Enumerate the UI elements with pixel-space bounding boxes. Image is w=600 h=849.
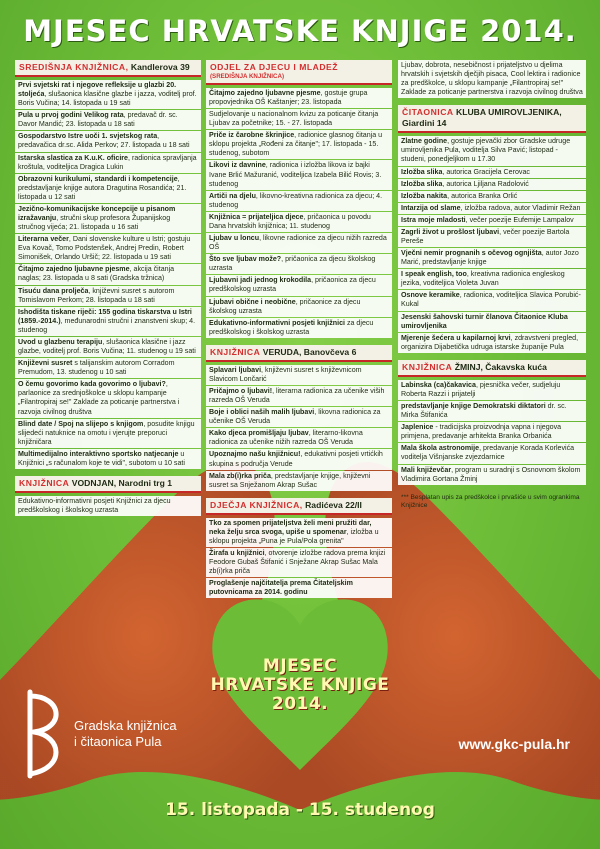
event-item xyxy=(398,191,586,202)
event-details: , izložba radova, autor Vladimir Režan xyxy=(460,203,581,212)
event-title: Mjerenje šećera u kapilarnoj krvi xyxy=(401,333,511,342)
event-title: Priče iz čarobne škrinjice xyxy=(209,131,295,140)
event-title: Istra moje mladosti xyxy=(401,215,466,224)
event-details: , gostuje pjevački zbor Gradske udruge umirovljenika Pula, voditelja Silva Pavić; listopad - studeni, ponedjeljkom u 17.30 xyxy=(401,137,571,164)
section-zminj xyxy=(398,360,586,485)
event-title: Ljubav u loncu xyxy=(209,234,260,243)
event-title: Intarzija od slame xyxy=(401,203,461,212)
event-details: , literarna radionica za učenike viših razreda OŠ Veruda xyxy=(209,386,385,405)
event-title: Edukativno-informativni posjeti knjižnici xyxy=(209,318,345,327)
event-title: Izložba slika xyxy=(401,179,443,188)
event-item xyxy=(15,496,201,516)
event-details: , književni susret s autorom Tomislavom Perkom; 28. listopada u 18 sati xyxy=(18,286,175,304)
event-item xyxy=(206,407,392,427)
event-item xyxy=(15,264,201,284)
section-heading: ČITAONICA KLUBA UMIROVLJENIKA, Giardini 14 xyxy=(398,105,586,133)
event-details: , predavačica dr.sc. Alida Perkov; 27. listopada u 18 sati xyxy=(18,132,190,150)
event-details: , pjesnička večer, sudjeluju Roberta Razzi i prijatelji xyxy=(401,380,561,398)
event-title: Kako djeca promišljaju ljubav xyxy=(209,429,309,438)
event-details: , radionica i izložba likova iz bajki Ivane Brlić Mažuranić, voditeljica Izabela Bilić Rovis; 3. studenog xyxy=(209,161,382,188)
library-logo-mark-icon xyxy=(22,688,68,780)
event-details: , večer poezije Bartola Pereše xyxy=(401,227,570,246)
event-item xyxy=(206,297,392,317)
event-details: Edukativno-informativni posjeti Knjižnici za djecu predškolskog i školskog uzrasta xyxy=(18,496,171,515)
section-veruda xyxy=(206,345,392,491)
event-item xyxy=(206,233,392,253)
column-right xyxy=(398,60,586,513)
event-title: Čitajmo zajedno ljubavne pjesme xyxy=(18,265,130,274)
event-dates: 15. listopada - 15. studenog xyxy=(165,800,435,820)
event-details: , Dani slovenske kulture u Istri; gostuju Eva Kovač, Tomo Podstenšek, Andrej Predin, Robert Simonišek, Orlando Uršič; 22. listopada u 19 sati xyxy=(18,235,191,262)
event-item xyxy=(206,471,392,491)
event-details: , stručni skup profesora Županijskog stručnog vijeća; 21. listopada u 16 sati xyxy=(18,214,171,232)
event-title: Zlatne godine xyxy=(401,137,448,146)
event-item xyxy=(398,380,586,400)
event-details: , slušaonica klasične i jazz glazbe, voditelj prof. Boris Vučina; 11. studenog u 19 sati xyxy=(18,337,196,356)
event-item xyxy=(206,428,392,448)
event-details: , predavanje Korada Korlevića voditelja Višnjanske zvjezdarnice xyxy=(401,444,575,462)
event-item xyxy=(398,203,586,214)
event-details: , radionice glasnog čitanja u sklopu projekta „Rođeni za čitanje"; 17. listopada - 15. studenog, subotom xyxy=(209,131,383,158)
heart-title: MJESEC HRVATSKE KNJIGE 2014. xyxy=(210,656,390,715)
event-item xyxy=(15,358,201,378)
event-item xyxy=(398,290,586,310)
event-details: - tradicijska proizvodnja vapna i njegova primjena, predavanje arhitekta Branka Orbanića xyxy=(401,423,562,441)
section-heading: KNJIŽNICA VERUDA, Banovčeva 6 xyxy=(206,345,392,362)
event-title: Zagrli život u prošlost ljubavi xyxy=(401,227,500,236)
section-umirovljenici xyxy=(398,105,586,353)
event-title: Pričajmo o ljubavi! xyxy=(209,386,273,395)
event-details: , likovna radionica za učenike OŠ Veruda xyxy=(209,408,381,426)
event-details: , autorica Ljiljana Radolović xyxy=(442,179,529,188)
event-item xyxy=(15,449,201,469)
event-details: , radionica, voditeljica Slavica Porubić-Kukal xyxy=(401,291,581,309)
event-details: , autor Jozo Marić, predstavljanje knjige xyxy=(401,249,579,267)
event-title: Uvod u glazbenu terapiju xyxy=(18,337,103,346)
event-title: Jezično-komunikacijske koncepcije u pisanom izražavanju xyxy=(18,204,176,223)
event-details: , autorica Branka Orlić xyxy=(447,191,518,200)
event-item xyxy=(15,110,201,130)
event-details: za djecu predškolskog i školskog uzrasta xyxy=(209,318,374,336)
event-item xyxy=(15,379,201,417)
column-middle xyxy=(206,60,392,605)
event-title: Ljubavi obične i neobične xyxy=(209,297,296,306)
event-title: Gospodarstvo Istre uoči 1. svjetskog rata xyxy=(18,132,158,141)
event-details: Ljubav, dobrota, nesebičnost i prijateljstvo u djelima hrvatskih i svjetskih dječjih pisaca, Cool lektira i radionice za predškolce, u sklopu kampanje „Filantropiraj se!" Zaklade za poticanje partnerstva i razvoja civilnog društva xyxy=(401,61,583,97)
event-title: Čitajmo zajedno ljubavne pjesme xyxy=(209,88,321,97)
event-item xyxy=(206,212,392,232)
event-item xyxy=(398,167,586,178)
library-name: Gradska knjižnica i čitaonica Pula xyxy=(74,718,177,749)
section-heading: SREDIŠNJA KNJIŽNICA, Kandlerova 39 xyxy=(15,60,201,77)
event-details: , predstavljanje knjige, književni susret sa Snježanom Akrap Sušac xyxy=(209,471,371,489)
event-details: , likovno-kreativna radionica za djecu; 4. studenog xyxy=(209,191,383,209)
event-title: Prvi svjetski rat i njegove refleksije u glazbi 20. stoljeća xyxy=(18,81,177,99)
event-item xyxy=(15,153,201,173)
event-item xyxy=(398,248,586,268)
event-item xyxy=(206,578,392,598)
event-item xyxy=(206,386,392,406)
event-details: dr. sc. Mirka Štifanića xyxy=(401,402,567,420)
event-item xyxy=(15,286,201,306)
section-vodnjan xyxy=(15,476,201,516)
event-item xyxy=(398,312,586,332)
event-title: Tko za spomen prijateljstva želi meni pružiti dar, neka želju srca svoga, upiše u spomenar xyxy=(209,518,372,536)
event-item xyxy=(398,443,586,463)
event-details: , književni susret s književnicom Slavicom Lončarić xyxy=(209,365,362,383)
event-details: , parlaonice za srednjoškolce u sklopu kampanje „Filantropiraj se!" Zaklade za poticanje partnerstva i razvoja civilnog društva xyxy=(18,380,180,416)
event-item xyxy=(206,191,392,211)
event-details: , akcija čitanja naglas; 23. listopada u 8 sati (Gradska tržnica) xyxy=(18,265,175,283)
event-title: Osnove keramike xyxy=(401,291,460,300)
event-item xyxy=(398,60,586,98)
event-details: s talijanskim autorom Corradom Premudom, 13. studenog u 10 sati xyxy=(18,359,175,377)
event-title: Boje i oblici naših malih ljubavi xyxy=(209,408,315,417)
event-details: , edukativni posjeti vrtićkih skupina s područja Verude xyxy=(209,450,383,468)
event-item xyxy=(15,174,201,203)
event-item xyxy=(15,419,201,448)
event-details: , pričaonica za djecu školskog uzrasta xyxy=(209,255,376,273)
event-title: Izložba slika xyxy=(401,167,443,176)
section-sredisnja xyxy=(15,60,201,469)
event-title: Mala škola astronomije xyxy=(401,444,480,453)
event-details: u Knjižnici „s računalom koje te vidi", subotom u 10 sati xyxy=(18,449,185,467)
event-item xyxy=(398,333,586,353)
event-item xyxy=(206,130,392,159)
event-title: Splavari ljubavi xyxy=(209,365,262,374)
event-item xyxy=(15,204,201,233)
event-details: , zdravstveni pregled, organizira Dijabetička udruga istarske županije Pula xyxy=(401,333,579,351)
event-details: , autorica Gracijela Cerovac xyxy=(442,167,530,176)
event-title: Obrazovni kurikulumi, standardi i kompetencije xyxy=(18,174,178,183)
section-heading: KNJIŽNICA VODNJAN, Narodni trg 1 xyxy=(15,476,201,493)
event-details: , literarno-likovna radionica za učenike nižih razreda OŠ Veruda xyxy=(209,429,363,447)
event-item xyxy=(398,136,586,165)
event-item xyxy=(398,465,586,485)
section-heading: DJEČJA KNJIŽNICA, Radićeva 22/II xyxy=(206,498,392,515)
event-details: , gostuje grupa propovjednika OŠ Kaštanjer; 23. listopada xyxy=(209,88,368,107)
event-item xyxy=(206,160,392,189)
event-title: Blind date / Spoj na slijepo s knjigom xyxy=(18,419,144,428)
event-title: Jesenski šahovski turnir članova Čitaonice Kluba umirovljenika xyxy=(401,312,568,330)
event-item xyxy=(206,254,392,274)
event-title: predstavljanje knjige Demokratski diktatori xyxy=(401,402,546,411)
event-details: , pričaonica za djecu predškolskog uzrasta xyxy=(209,276,376,294)
event-title: Žirafa u knjižnici xyxy=(209,548,265,557)
column-left xyxy=(15,60,201,523)
event-details: , predstavljanje knjige autora Dragutina Rosandića; 21. listopada u 12 sati xyxy=(18,174,187,201)
event-item xyxy=(206,318,392,338)
free-membership-note: *** Besplatan upis za predškolce i prvašiće u svim ogrankima Knjižnice xyxy=(401,493,580,510)
event-title: Što sve ljubav može? xyxy=(209,255,282,264)
event-title: Artiči na djelu xyxy=(209,191,256,200)
event-details: , pričaonica u povodu Dana hrvatskih knjižnica; 11. studenog xyxy=(209,212,371,230)
event-item xyxy=(15,234,201,263)
event-item xyxy=(206,275,392,295)
event-item xyxy=(398,422,586,442)
event-details: Sudjelovanje u nacionalnom kvizu za poticanje čitanja Ljubav za početnike; 15. - 27. listopada xyxy=(209,110,379,128)
event-details: , večer poezije Eufemije Lampalov xyxy=(465,215,574,224)
event-title: Mali književčar xyxy=(401,465,452,474)
library-logo xyxy=(22,688,177,780)
event-title: Ishodišta tiskane riječi: 155 godina tiskarstva u Istri (1859.-2014.) xyxy=(18,307,192,325)
event-item xyxy=(398,179,586,190)
event-title: O čemu govorimo kada govorimo o ljubavi? xyxy=(18,380,166,389)
event-item xyxy=(398,227,586,247)
section-odjel-djeca xyxy=(206,60,392,338)
event-item xyxy=(206,88,392,108)
event-title: Tisuću dana prolječa xyxy=(18,286,89,295)
event-details: , radionica spravljanja kroštula, voditeljica Dragica Lukin xyxy=(18,153,197,171)
event-item xyxy=(15,337,201,357)
event-title: Književni susret xyxy=(18,359,73,368)
event-title: Mala zb(i)rka priča xyxy=(209,471,271,480)
event-title: Vječni nemir prognanih s očevog ognjišta xyxy=(401,249,542,258)
event-item xyxy=(15,307,201,336)
event-item xyxy=(206,449,392,469)
event-title: Likovi iz davnine xyxy=(209,161,266,170)
website-link[interactable]: www.gkc-pula.hr xyxy=(458,736,570,752)
event-item xyxy=(206,109,392,129)
event-details: , otvorenje izložbe radova prema knjizi Feodore Gubaš Štifanić i Snježane Akrap Sušac Mala zb(i)rka priča xyxy=(209,548,386,576)
section-heading: ODJEL ZA DJECU I MLADEŽ (SREDIŠNJA KNJIŽNICA) xyxy=(206,60,392,85)
event-item xyxy=(206,518,392,547)
event-title: Istarska slastica za K.u.K. oficire xyxy=(18,153,129,162)
section-djecja xyxy=(206,498,392,599)
event-title: Multimedijalno interaktivno sportsko natjecanje xyxy=(18,449,179,458)
event-item xyxy=(398,215,586,226)
event-title: I speak english, too xyxy=(401,270,467,279)
event-title: Japlenice xyxy=(401,423,434,432)
event-details: , kreativna radionica engleskog jezika, voditeljica Violeta Juvan xyxy=(401,270,565,288)
event-details: , posudite knjigu slijedeći natuknice na omotu i vjerujte preporuci knjižničara xyxy=(18,419,195,446)
event-item xyxy=(206,365,392,385)
event-details: , izložba u sklopu projekta „Puna je Pula/Pola grenita" xyxy=(209,527,379,545)
event-title: Literarna večer xyxy=(18,235,69,244)
event-item xyxy=(206,548,392,577)
event-title: Upoznajmo našu knjižnicu! xyxy=(209,450,301,459)
event-details: , likovne radionice za djecu nižih razreda OŠ xyxy=(209,234,387,252)
event-item xyxy=(15,131,201,151)
event-details: , predavač dr. sc. Davor Mandić; 23. listopada u 18 sati xyxy=(18,111,178,129)
event-details: , međunarodni stručni i znanstveni skup; 4. studenog xyxy=(18,316,196,334)
section-heading: KNJIŽNICA ŽMINJ, Čakavska kuća xyxy=(398,360,586,377)
event-item xyxy=(15,80,201,109)
section-ljubav xyxy=(398,60,586,98)
event-title: Izložba nakita xyxy=(401,191,448,200)
event-title: Knjižnica = prijateljica djece xyxy=(209,212,304,221)
event-item xyxy=(398,401,586,421)
event-title: Ljubavni jadi jednog krokodila xyxy=(209,276,312,285)
event-title: Labinska (ca)čakavica xyxy=(401,380,476,389)
event-title: Proglašenje najčitatelja prema Čitateljskim putovnicama za 2014. godinu xyxy=(209,579,353,597)
event-title: Pula u prvoj godini Velikog rata xyxy=(18,111,124,120)
event-item xyxy=(398,269,586,289)
event-details: , program u suradnji s Osnovnom školom Vladimira Gortana Žminj xyxy=(401,465,581,483)
event-details: , pričaonice za djecu školskog uzrasta xyxy=(209,297,361,315)
poster-title: MJESEC HRVATSKE KNJIGE 2014. xyxy=(23,14,577,48)
event-details: , slušaonica klasične glazbe i jazza, voditelj prof. Boris Vučina; 14. listopada u 19 sati xyxy=(18,90,197,108)
